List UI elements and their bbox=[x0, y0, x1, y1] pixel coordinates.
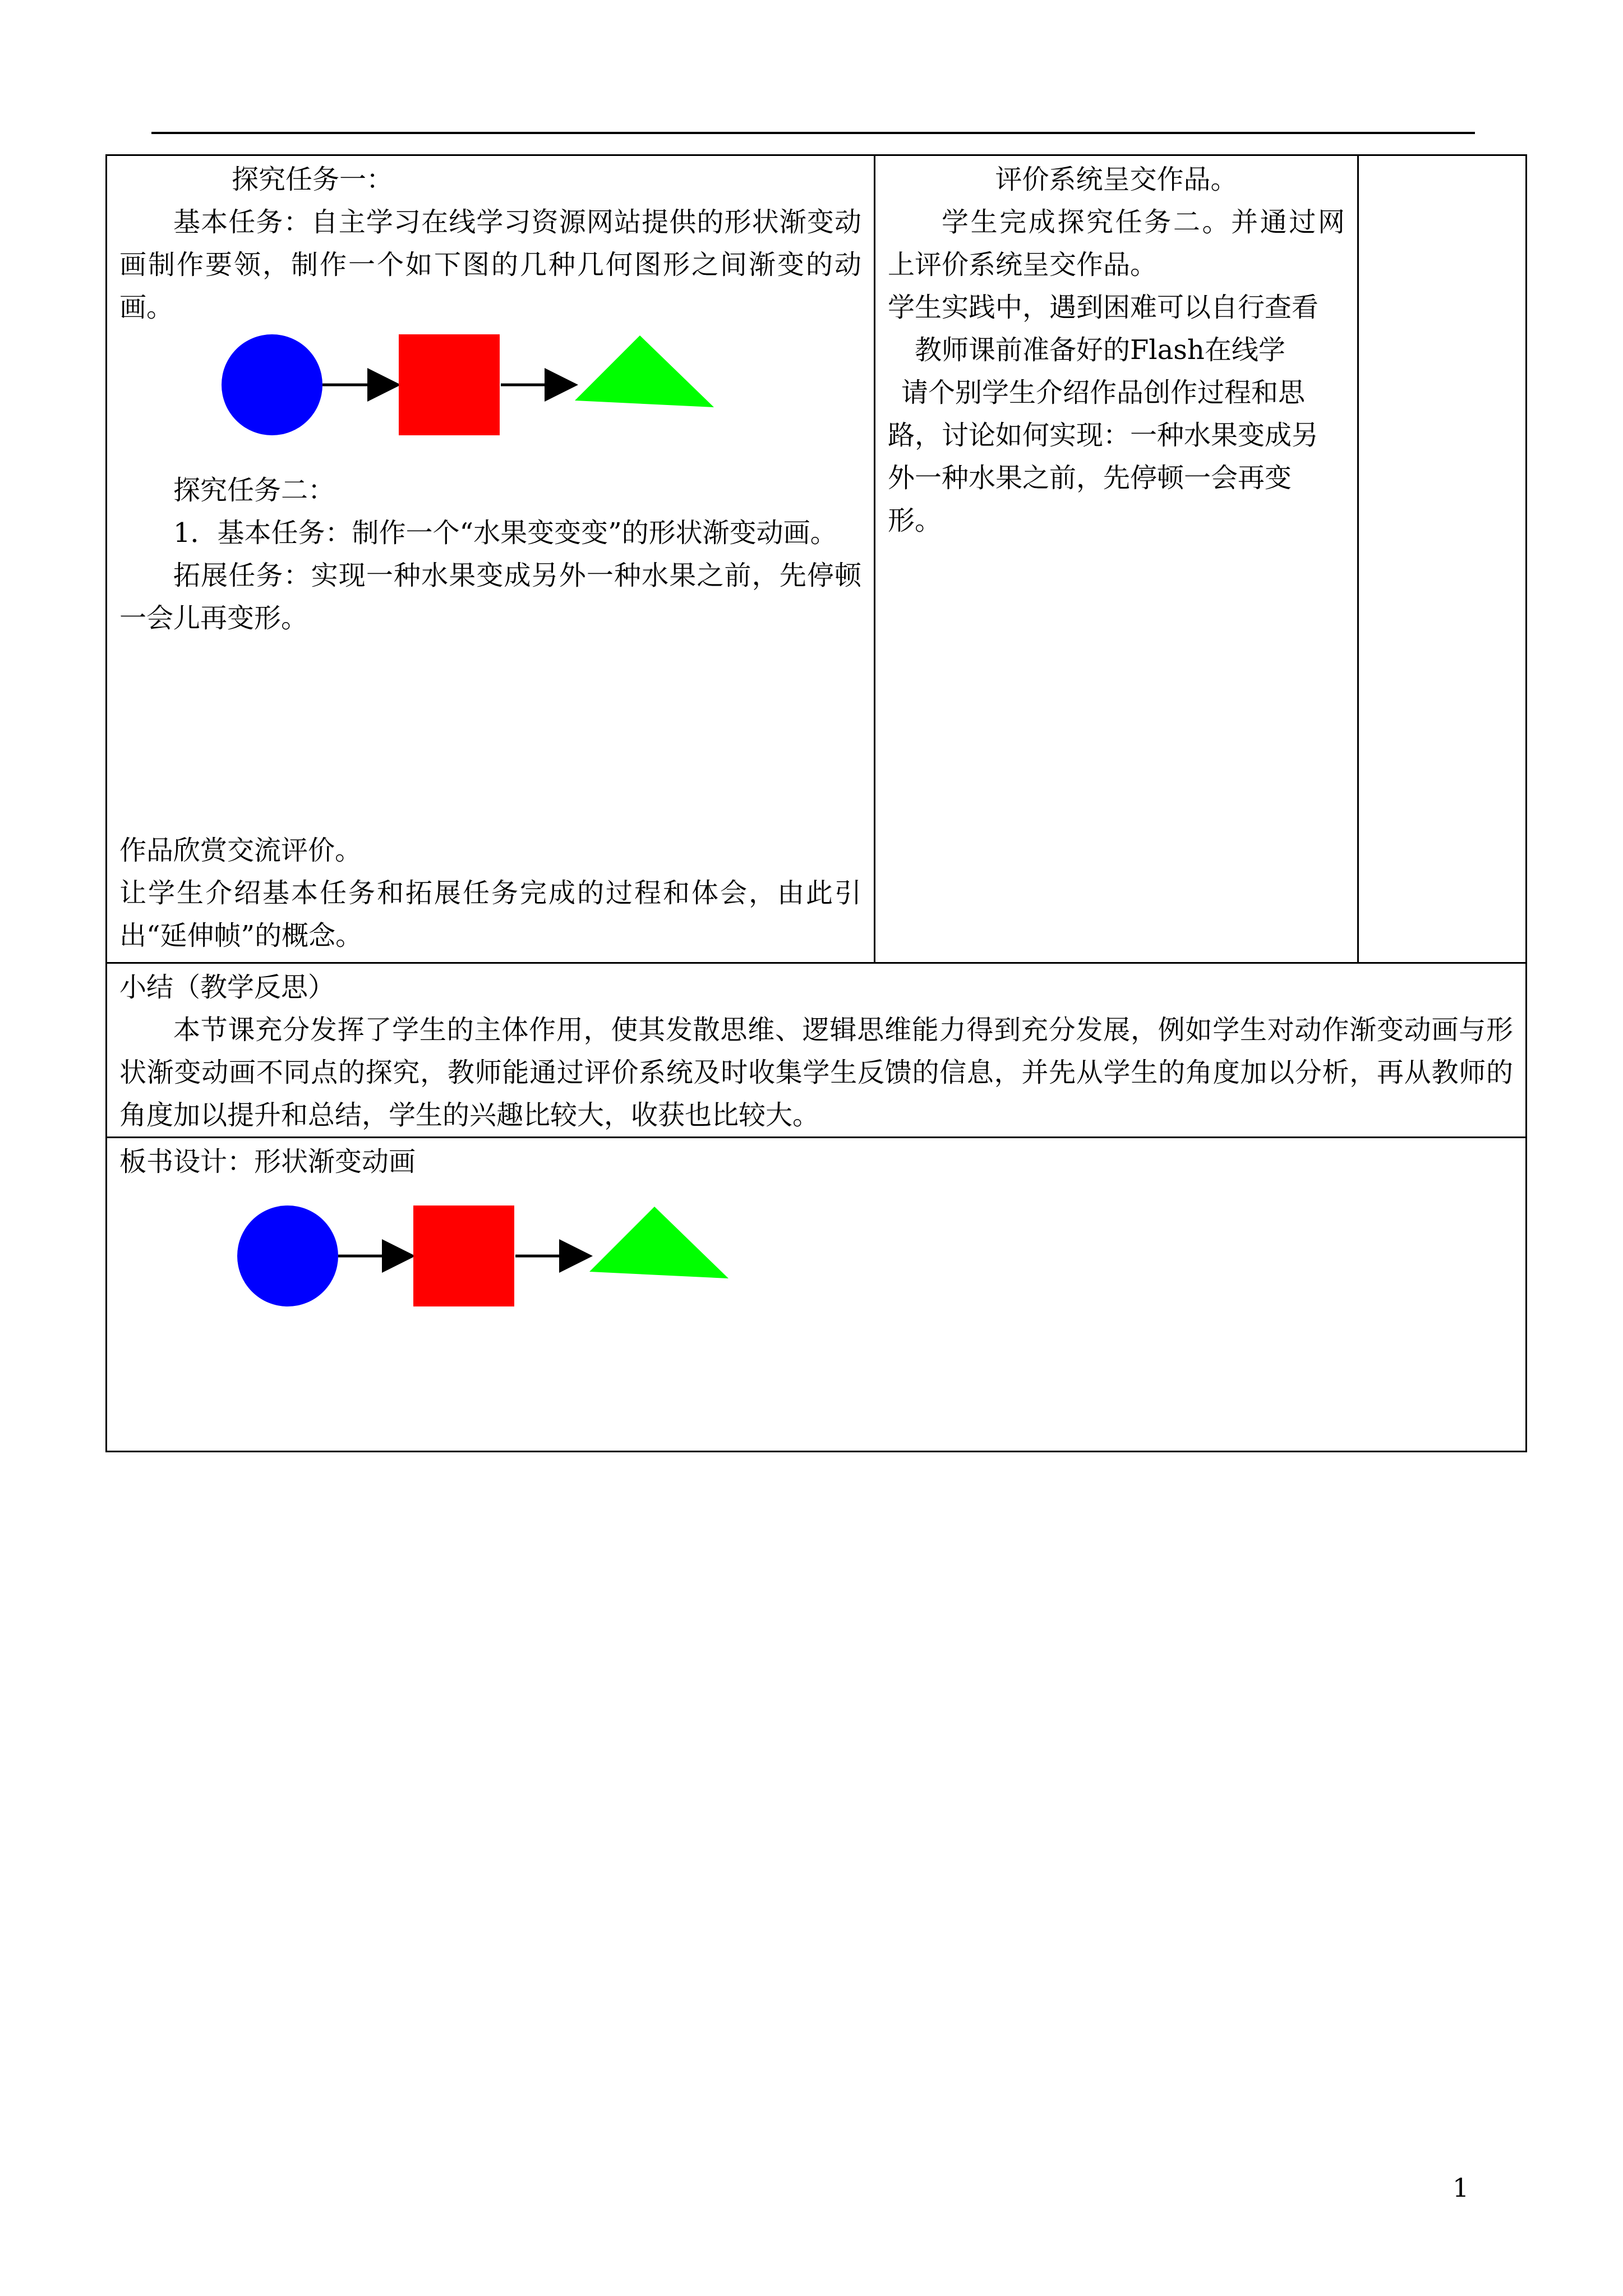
spacer bbox=[119, 639, 861, 829]
right-line-2: 学生完成探究任务二。并通过网上评价系统呈交作品。 bbox=[888, 206, 1345, 280]
header-rule bbox=[151, 132, 1475, 134]
right-line-5: 请个别学生介绍作品创作过程和思路，讨论如何实现：一种水果变成另外一种水果之前，先停顿一会再变形。 bbox=[888, 377, 1319, 536]
teacher-activity-cell bbox=[875, 155, 1358, 963]
board-row bbox=[107, 1138, 1527, 1452]
task1-heading: 探究任务一： bbox=[232, 164, 394, 195]
student-activity-cell bbox=[107, 155, 875, 963]
red-square-shape bbox=[413, 1205, 514, 1306]
activity-row bbox=[107, 155, 1527, 963]
right-line-3: 学生实践中，遇到困难可以自行查看 bbox=[888, 292, 1319, 323]
red-square-shape bbox=[399, 334, 500, 435]
summary-body: 本节课充分发挥了学生的主体作用，使其发散思维、逻辑思维能力得到充分发展，例如学生对动作渐变动画与形状渐变动画不同点的探究，教师能通过评价系统及时收集学生反馈的信息，并先从学生的角度加以分析，再从教师的角度加以提升和总结，学生的兴趣比较大，收获也比较大。 bbox=[119, 1014, 1513, 1131]
blue-circle-shape bbox=[237, 1205, 338, 1306]
summary-cell bbox=[107, 963, 1527, 1138]
task2-extended: 拓展任务：实现一种水果变成另外一种水果之前，先停顿一会儿再变形。 bbox=[119, 560, 861, 634]
task1-basic: 基本任务：自主学习在线学习资源网站提供的形状渐变动画制作要领，制作一个如下图的几种几何图形之间渐变的动画。 bbox=[119, 206, 861, 323]
task2-heading: 探究任务二： bbox=[173, 475, 335, 506]
appreciation-heading: 作品欣赏交流评价。 bbox=[119, 835, 362, 866]
green-triangle-shape bbox=[589, 1207, 728, 1278]
summary-row bbox=[107, 963, 1527, 1138]
right-line-1: 评价系统呈交作品。 bbox=[995, 164, 1238, 195]
shapes-figure-2 bbox=[119, 1200, 1513, 1335]
green-triangle-shape bbox=[575, 335, 714, 407]
summary-heading: 小结（教学反思） bbox=[119, 972, 335, 1003]
appreciation-body: 让学生介绍基本任务和拓展任务完成的过程和体会，由此引出“延伸帧”的概念。 bbox=[119, 877, 861, 951]
blue-circle-shape bbox=[222, 334, 322, 435]
task2-basic: 1．基本任务：制作一个“水果变变变”的形状渐变动画。 bbox=[173, 517, 837, 549]
notes-cell bbox=[1358, 155, 1527, 963]
lesson-table bbox=[105, 154, 1527, 1452]
shapes-figure-1 bbox=[119, 329, 861, 469]
right-line-4: 教师课前准备好的Flash在线学 bbox=[915, 334, 1285, 366]
board-cell bbox=[107, 1138, 1527, 1452]
page-number: 1 bbox=[1453, 2173, 1469, 2203]
board-heading: 板书设计：形状渐变动画 bbox=[119, 1146, 416, 1177]
